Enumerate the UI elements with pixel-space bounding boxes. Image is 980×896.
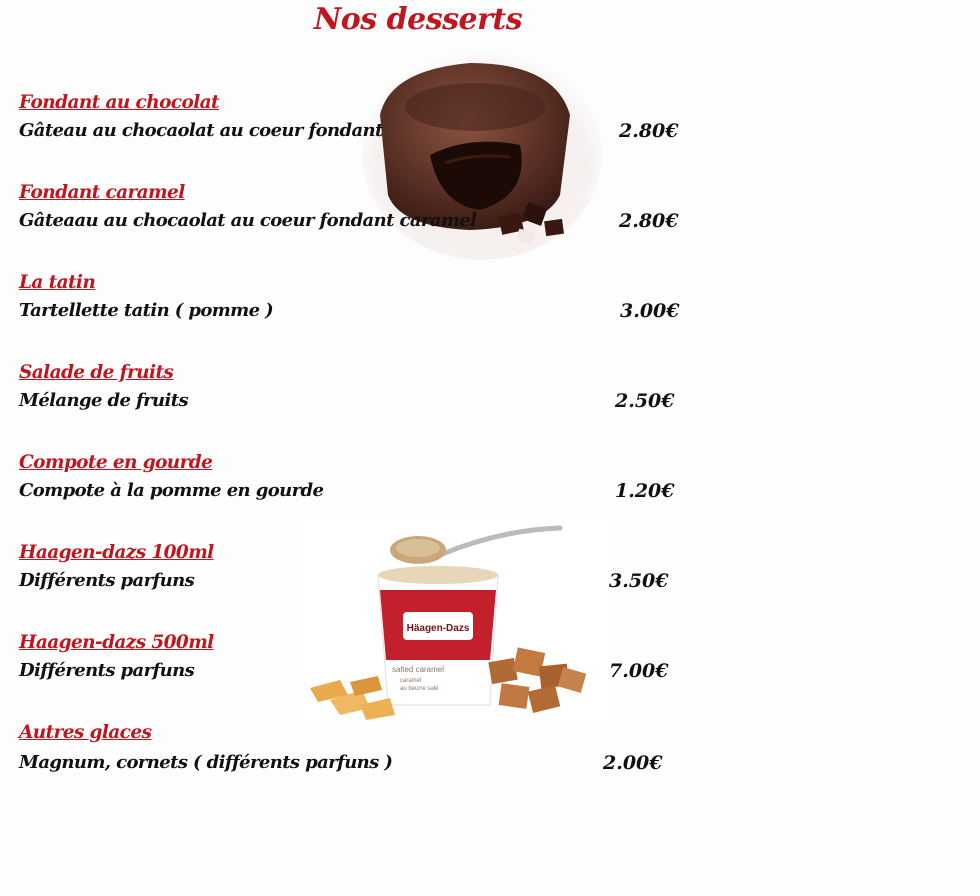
item-price: 3.50€ <box>609 570 669 592</box>
item-description: Mélange de fruits <box>19 390 188 411</box>
menu-item-haagen-dazs-500ml <box>19 632 719 692</box>
page-title: Nos desserts <box>313 2 523 37</box>
item-price: 2.00€ <box>603 752 663 774</box>
item-description: Compote à la pomme en gourde <box>19 480 324 501</box>
item-description: Tartellette tatin ( pomme ) <box>19 300 274 321</box>
item-price: 2.80€ <box>619 120 679 142</box>
menu-item-fondant-caramel <box>19 182 719 242</box>
tub-flavor-text: salted caramel <box>392 665 445 674</box>
item-name: Fondant au chocolat <box>19 92 219 113</box>
item-price: 2.80€ <box>619 210 679 232</box>
item-description: Magnum, cornets ( différents parfuns ) <box>19 752 393 773</box>
item-name: La tatin <box>19 272 96 293</box>
menu-item-autres-glaces <box>19 722 719 782</box>
item-name: Autres glaces <box>19 722 152 743</box>
item-name: Salade de fruits <box>19 362 174 383</box>
menu-item-fondant-chocolat <box>19 92 719 152</box>
item-name: Compote en gourde <box>19 452 213 473</box>
item-price: 3.00€ <box>620 300 680 322</box>
item-price: 7.00€ <box>609 660 669 682</box>
menu-item-compote-gourde <box>19 452 719 512</box>
item-price: 2.50€ <box>615 390 675 412</box>
item-description: Gâteau au chocaolat au coeur fondant <box>19 120 383 141</box>
menu-item-haagen-dazs-100ml <box>19 542 719 602</box>
tub-flavor-fr-1-text: caramel <box>400 678 422 684</box>
tub-flavor-fr-2-text: au beurre salé <box>400 686 439 692</box>
item-price: 1.20€ <box>615 480 675 502</box>
menu-item-la-tatin <box>19 272 719 332</box>
item-description: Différents parfuns <box>19 660 195 681</box>
item-name: Fondant caramel <box>19 182 185 203</box>
item-name: Haagen-dazs 100ml <box>19 542 214 563</box>
tub-brand-text: Häagen-Dazs <box>406 623 470 634</box>
item-description: Différents parfuns <box>19 570 195 591</box>
menu-item-salade-fruits <box>19 362 719 422</box>
item-description: Gâteaau au chocaolat au coeur fondant caramel <box>19 210 477 231</box>
item-name: Haagen-dazs 500ml <box>19 632 214 653</box>
